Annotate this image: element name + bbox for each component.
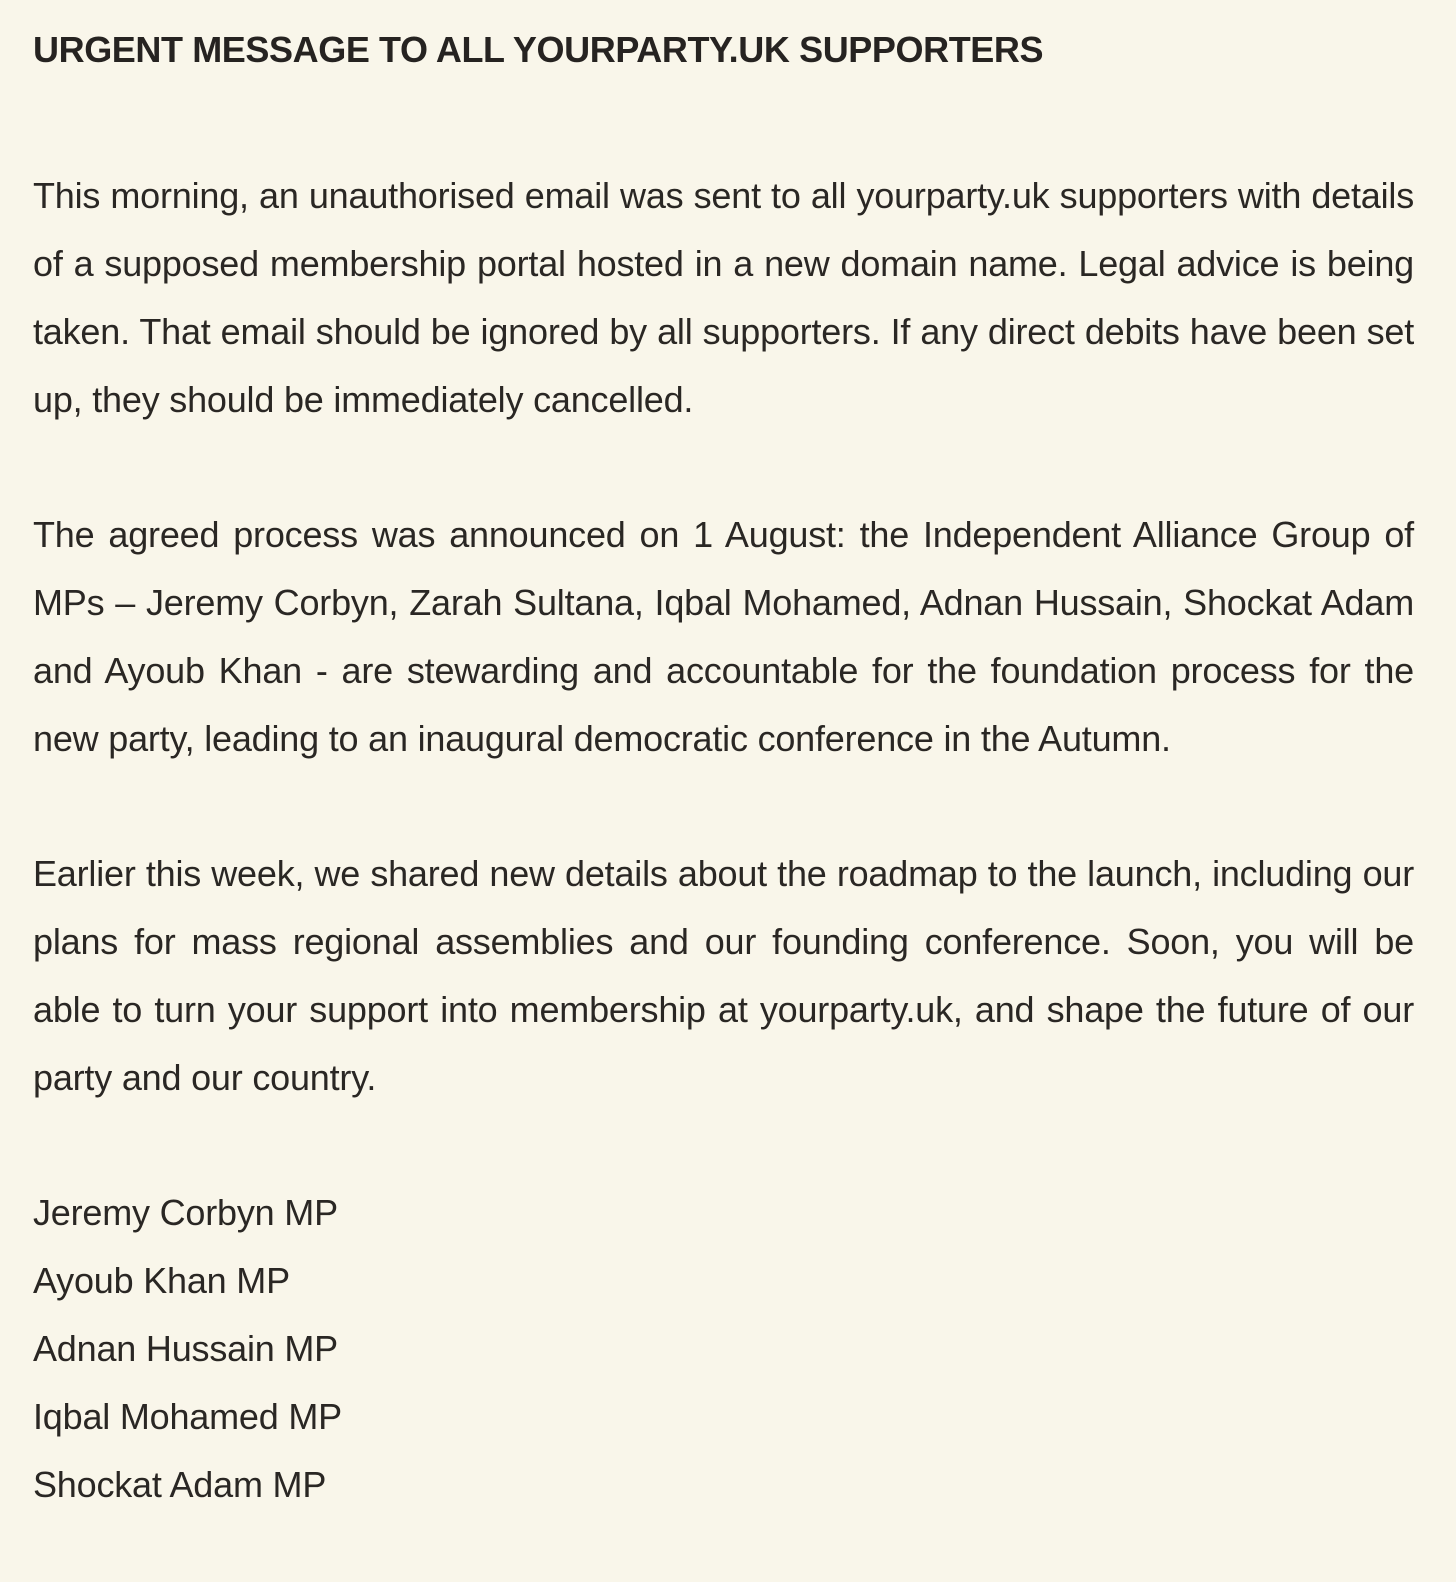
signatory: Iqbal Mohamed MP [33, 1396, 342, 1437]
signatory: Adnan Hussain MP [33, 1328, 338, 1369]
signatory-list [33, 1179, 1414, 1519]
signatory: Shockat Adam MP [33, 1464, 327, 1505]
statement [33, 28, 1414, 1535]
statement-heading: URGENT MESSAGE TO ALL YOURPARTY.UK SUPPORTERS [33, 29, 1044, 70]
paragraph-agreed-process: The agreed process was announced on 1 August: the Independent Alliance Group of MPs – Jeremy Corbyn, Zarah Sultana, Iqbal Mohamed, Adnan Hussain, Shockat Adam and Ayoub Khan - are stewarding and accountable for the foundation process for the new party, leading to an inaugural democratic conference in the Autumn. [33, 514, 1414, 759]
signatory: Ayoub Khan MP [33, 1260, 290, 1301]
paragraph-roadmap: Earlier this week, we shared new details about the roadmap to the launch, including our plans for mass regional assemblies and our founding conference. Soon, you will be able to turn your support into membership at yourparty.uk, and shape the future of our party and our country. [33, 853, 1414, 1098]
paragraph-unauthorised-email: This morning, an unauthorised email was sent to all yourparty.uk supporters with details of a supposed membership portal hosted in a new domain name. Legal advice is being taken. That email should be ignored by all supporters. If any direct debits have been set up, they should be immediately cancelled. [33, 175, 1414, 420]
signatory: Jeremy Corbyn MP [33, 1192, 338, 1233]
